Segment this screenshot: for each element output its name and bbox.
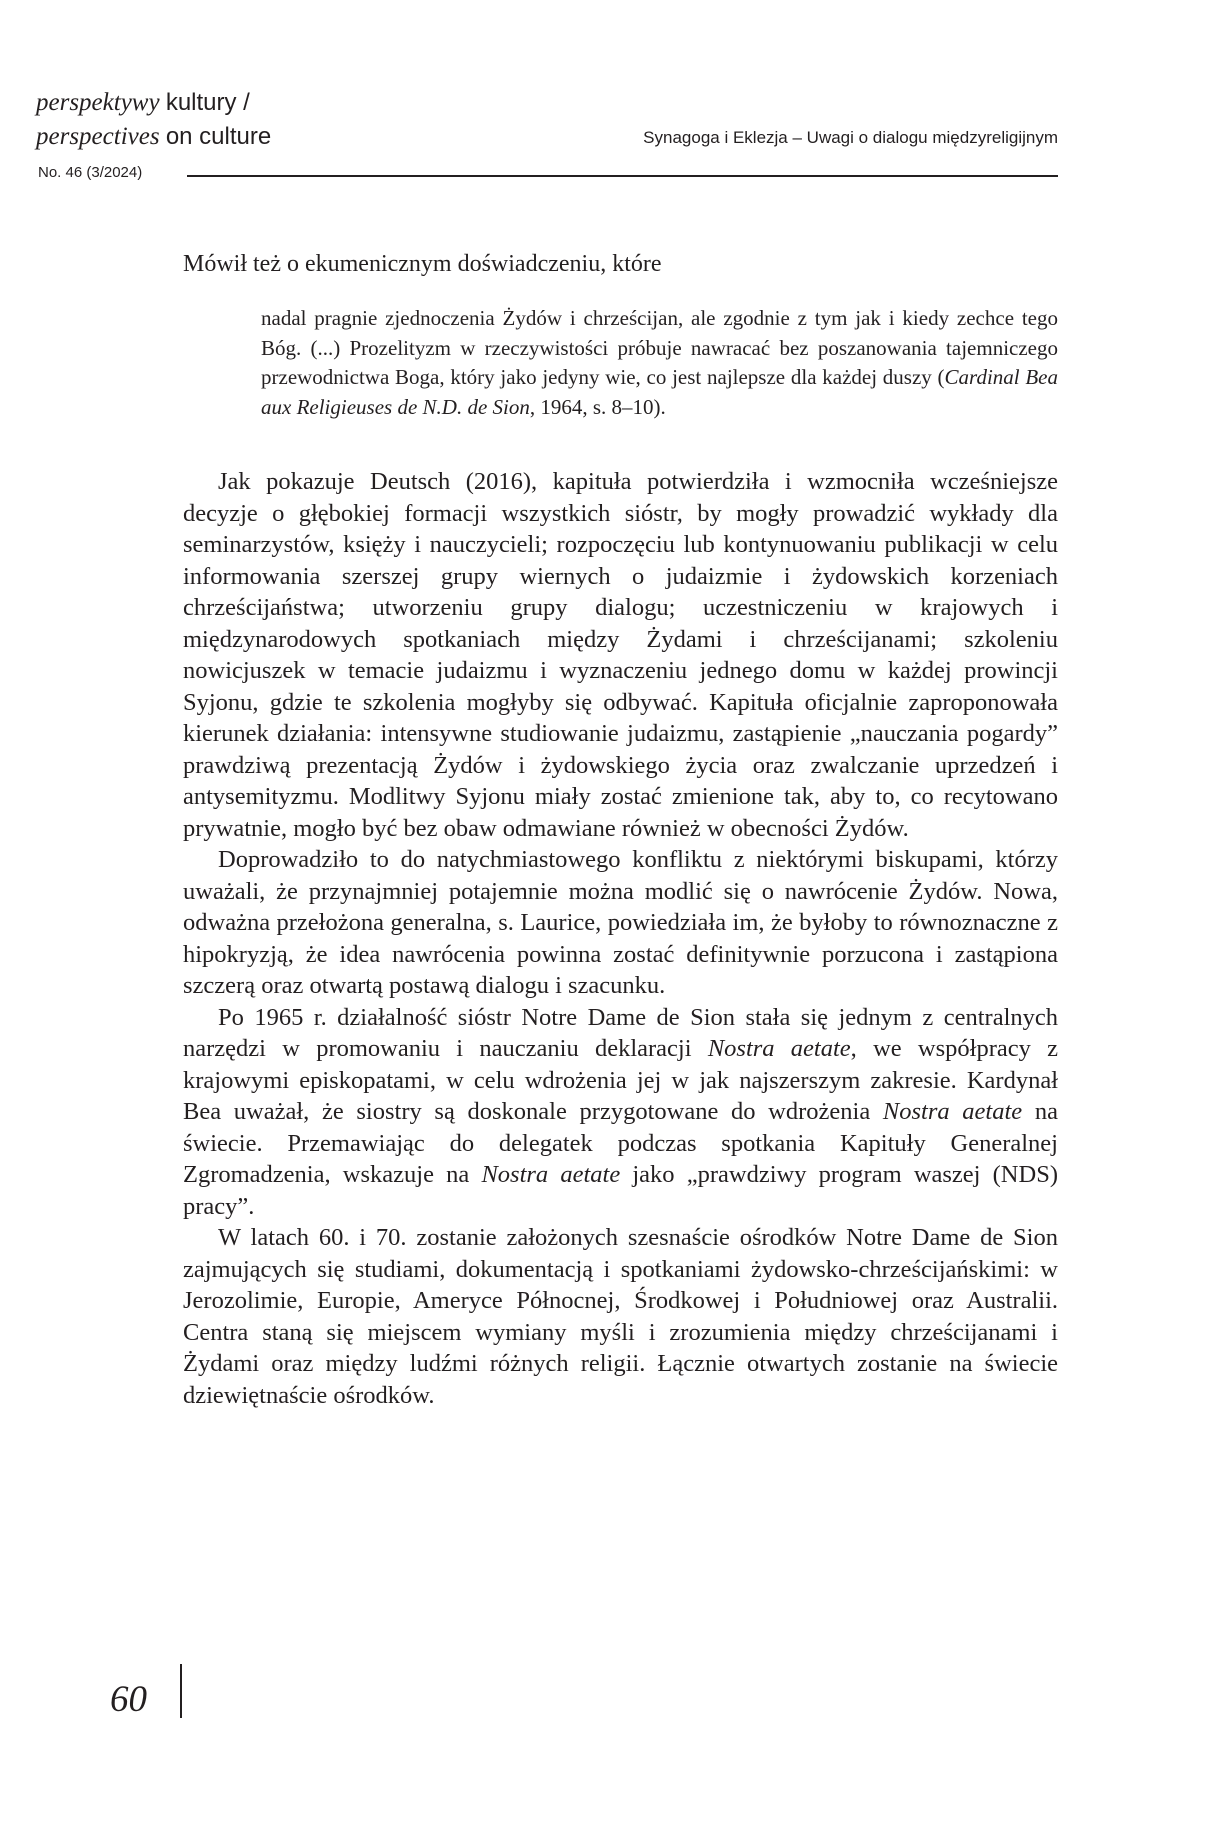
header-divider (187, 175, 1058, 177)
journal-title-line-2 (36, 120, 271, 154)
journal-title-line-1 (36, 86, 271, 120)
paragraph-4: W latach 60. i 70. zostanie założonych szesnaście ośrodków Notre Dame de Sion zajmujących się studiami, dokumentacją i spotkaniami żydowsko-chrześcijańskimi: w Jerozolimie, Europie, Ameryce Północnej, Środkowej i Południowej oraz Australii. Centra staną się miejscem wymiany myśli i zrozumienia między chrześcijanami i Żydami oraz między ludźmi różnych religii. Łącznie otwartych zostanie na świecie dziewiętnaście ośrodków. (183, 1224, 1058, 1409)
nostra-aetate-2: Nostra aetate (882, 1098, 1023, 1125)
paragraph-1: Jak pokazuje Deutsch (2016), kapituła potwierdziła i wzmocniła wcześniejsze decyzje o głębokiej formacji wszystkich sióstr, by mogły prowadzić wykłady dla seminarzystów, księży i nauczycieli; rozpoczęciu lub kontynuowaniu publikacji w celu informowania szerszej grupy wiernych o judaizmie i żydowskich korzeniach chrześcijaństwa; utworzeniu grupy dialogu; uczestniczeniu w krajowych i międzynarodowych spotkaniach między Żydami i chrześcijanami; szkoleniu nowicjuszek w temacie judaizmu i wyznaczeniu jednego domu w każdej prowincji Syjonu, gdzie te szkolenia mogłyby się odbywać. Kapituła oficjalnie zaproponowała kierunek działania: intensywne studiowanie judaizmu, zastąpienie „nauczania pogardy” prawdziwą prezentacją Żydów i żydowskiego życia oraz zwalczanie uprzedzeń i antysemityzmu. Modlitwy Syjonu miały zostać zmienione tak, aby to, co recytowano prywatnie, mogło być bez obaw odmawiane również w obecności Żydów. (183, 468, 1058, 842)
intro-sentence: Mówił też o ekumenicznym doświadczeniu, które (183, 251, 662, 277)
body-text (183, 466, 1058, 1411)
article-body (183, 248, 1058, 1411)
paragraph-2: Doprowadziło to do natychmiastowego konfliktu z niektórymi biskupami, którzy uważali, że przynajmniej potajemnie można modlić się o nawrócenie Żydów. Nowa, odważna przełożona generalna, s. Laurice, powiedziała im, że byłoby to równoznaczne z hipokryzją, że idea nawrócenia powinna zostać definitywnie porzucona i zastąpiona szczerą oraz otwartą postawą dialogu i szacunku. (183, 846, 1058, 999)
paragraph-3-part-2: , we współpracy z krajowymi episkopatami, w celu wdrożenia jej w jak najszerszym zakresie. Kardynał Bea uważał, że siostry są doskonale przygotowane do wdrożenia (183, 1035, 1058, 1125)
page-number-divider (180, 1664, 182, 1718)
journal-title-rest-2: on culture (165, 123, 272, 150)
nostra-aetate-3: Nostra aetate (481, 1161, 621, 1188)
journal-title-rest-1: kultury / (165, 89, 250, 116)
paragraph-3-part-3: na świecie. Przemawiając do delegatek podczas spotkania Kapituły Generalnej Zgromadzenia, wskazuje na (183, 1098, 1058, 1188)
paragraph-3 (183, 1002, 1058, 1223)
block-quote (261, 304, 1058, 422)
paragraph-3-part-4: jako „prawdziwy program waszej (NDS) pracy”. (183, 1161, 1058, 1220)
quote-source-title: Cardinal Bea aux Religieuses de N.D. de Sion (261, 365, 1059, 419)
page-number: 60 (110, 1679, 147, 1720)
running-title: Synagoga i Eklezja – Uwagi o dialogu międzyreligijnym (643, 128, 1058, 147)
issue-number: No. 46 (3/2024) (38, 164, 143, 181)
journal-logo (36, 86, 271, 154)
paragraph-3-part-1: Po 1965 r. działalność sióstr Notre Dame de Sion stała się jednym z centralnych narzędzi w promowaniu i nauczaniu deklaracji (183, 1003, 1058, 1062)
quote-text: nadal pragnie zjednoczenia Żydów i chrześcijan, ale zgodnie z tym jak i kiedy zechce tego Bóg. (...) Prozelityzm w rzeczywistości próbuje nawracać bez poszanowania tajemniczego przewodnictwa Boga, który jako jedyny wie, co jest najlepsze dla każdej duszy ( (261, 306, 1058, 389)
nostra-aetate-1: Nostra aetate (707, 1035, 851, 1062)
journal-title-script-1: perspektywy (36, 89, 160, 116)
quote-citation: , 1964, s. 8–10). (529, 394, 666, 419)
journal-title-script-2: perspectives (36, 123, 160, 150)
